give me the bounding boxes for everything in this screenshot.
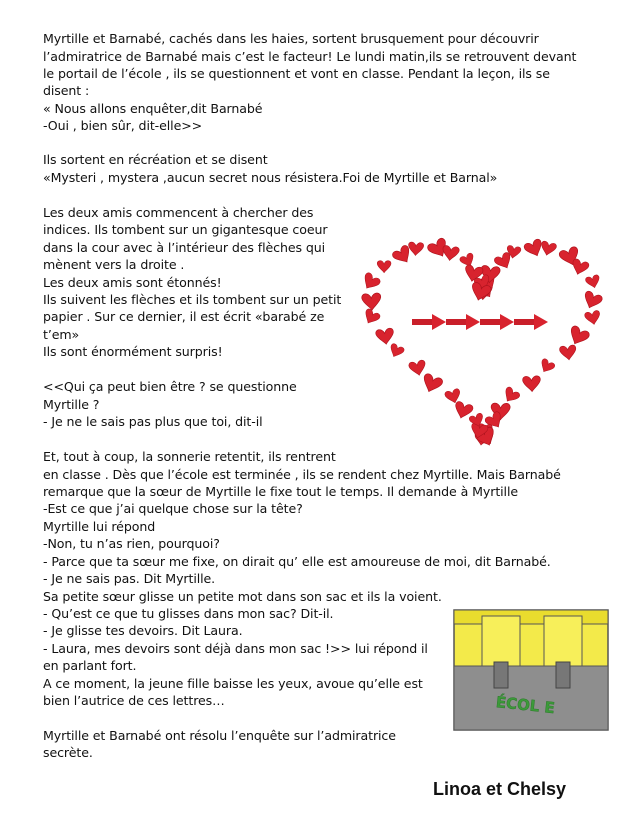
story-line: mènent vers la droite . [43,257,185,272]
bag-flap-right [544,616,582,666]
small-heart-icon [408,360,427,377]
small-heart-icon [501,386,521,405]
story-line: remarque que la sœur de Myrtille le fixe tout le temps. Il demande à Myrtille [43,484,519,499]
story-line: le portail de l’école , ils se questionnent et vont en classe. Pendant la leçon, ils se [43,66,550,81]
arrow-icon [514,314,548,330]
small-heart-icon [360,272,381,293]
arrow-icon [446,314,480,330]
story-line: Ils suivent les flèches et ils tombent sur un petit [43,292,342,307]
schoolbag-drawing [452,608,612,734]
bag-label: ÉCOL E [495,693,556,718]
story-line: bien l’autrice de ces lettres… [43,693,225,708]
arrow-icon [412,314,446,330]
bag-buckle [494,662,508,688]
author-signature: Linoa et Chelsy [433,779,567,799]
story-line: -Non, tu n’as rien, pourquoi? [43,536,220,551]
bag-flap-left [482,616,520,666]
small-heart-icon [377,261,391,273]
story-line: « Nous allons enquêter,dit Barnabé [43,101,263,116]
story-line: dans la cour avec à l’intérieur des flèches qui [43,240,326,255]
story-line: secrète. [43,745,93,760]
story-line: l’admiratrice de Barnabé mais c’est le facteur! Le lundi matin,ils se retrouvent devant [43,49,577,64]
story-line: - Laura, mes devoirs sont déjà dans mon sac !>> lui répond il [43,641,428,656]
small-heart-icon [387,343,405,360]
small-heart-icon [362,293,382,311]
story-line: en classe . Dès que l’école est terminée , ils se rendent chez Myrtille. Mais Barnabé [43,467,561,482]
story-line: - Je ne le sais pas plus que toi, dit-il [43,414,263,429]
small-heart-icon [539,241,557,257]
small-heart-icon [584,310,601,326]
heart-of-hearts-drawing [360,220,606,456]
story-line: Et, tout à coup, la sonnerie retentit, ils rentrent [43,449,336,464]
story-line: -Est ce que j’ai quelque chose sur la tête? [43,501,303,516]
small-heart-icon [420,373,444,395]
small-heart-icon [538,358,556,375]
story-line: Myrtille ? [43,397,100,412]
story-line: en parlant fort. [43,658,137,673]
small-heart-icon [585,274,601,289]
bag-buckle [556,662,570,688]
story-line: Les deux amis sont étonnés! [43,275,222,290]
story-line: «Mysteri , mystera ,aucun secret nous résistera.Foi de Myrtille et Barnal» [43,170,498,185]
small-heart-icon [522,376,540,392]
small-heart-icon [566,325,590,348]
small-heart-icon [441,245,459,261]
story-line: Myrtille et Barnabé ont résolu l’enquête sur l’admiratrice [43,728,396,743]
story-line: papier . Sur ce dernier, il est écrit «barabé ze [43,309,325,324]
story-line: - Qu’est ce que tu glisses dans mon sac? Dit-il. [43,606,334,621]
story-line: Myrtille lui répond [43,519,156,534]
story-line: A ce moment, la jeune fille baisse les yeux, avoue qu’elle est [43,676,423,691]
story-line: - Parce que ta sœur me fixe, on dirait qu’ elle est amoureuse de moi, dit Barnabé. [43,554,551,569]
heart-outline [360,237,603,449]
small-heart-icon [375,328,395,346]
story-line: t’em» [43,327,80,342]
small-heart-icon [362,308,382,327]
small-heart-icon [559,345,577,361]
story-line: Les deux amis commencent à chercher des [43,205,314,220]
story-line: - Je ne sais pas. Dit Myrtille. [43,571,216,586]
story-line: - Je glisse tes devoirs. Dit Laura. [43,623,243,638]
arrow-row [412,314,548,330]
story-line: Ils sortent en récréation et se disent [43,152,268,167]
story-line: Ils sont énormément surpris! [43,344,223,359]
story-line: indices. Ils tombent sur un gigantesque coeur [43,222,328,237]
arrow-icon [480,314,514,330]
story-line: disent : [43,83,90,98]
story-line: -Oui , bien sûr, dit-elle>> [43,118,203,133]
story-line: Myrtille et Barnabé, cachés dans les haies, sortent brusquement pour découvrir [43,31,539,46]
small-heart-icon [408,242,424,256]
story-line: Sa petite sœur glisse un petite mot dans son sac et ils la voient. [43,589,442,604]
small-heart-icon [523,238,545,259]
small-heart-icon [581,290,603,311]
story-line: <<Qui ça peut bien être ? se questionne [43,379,297,394]
